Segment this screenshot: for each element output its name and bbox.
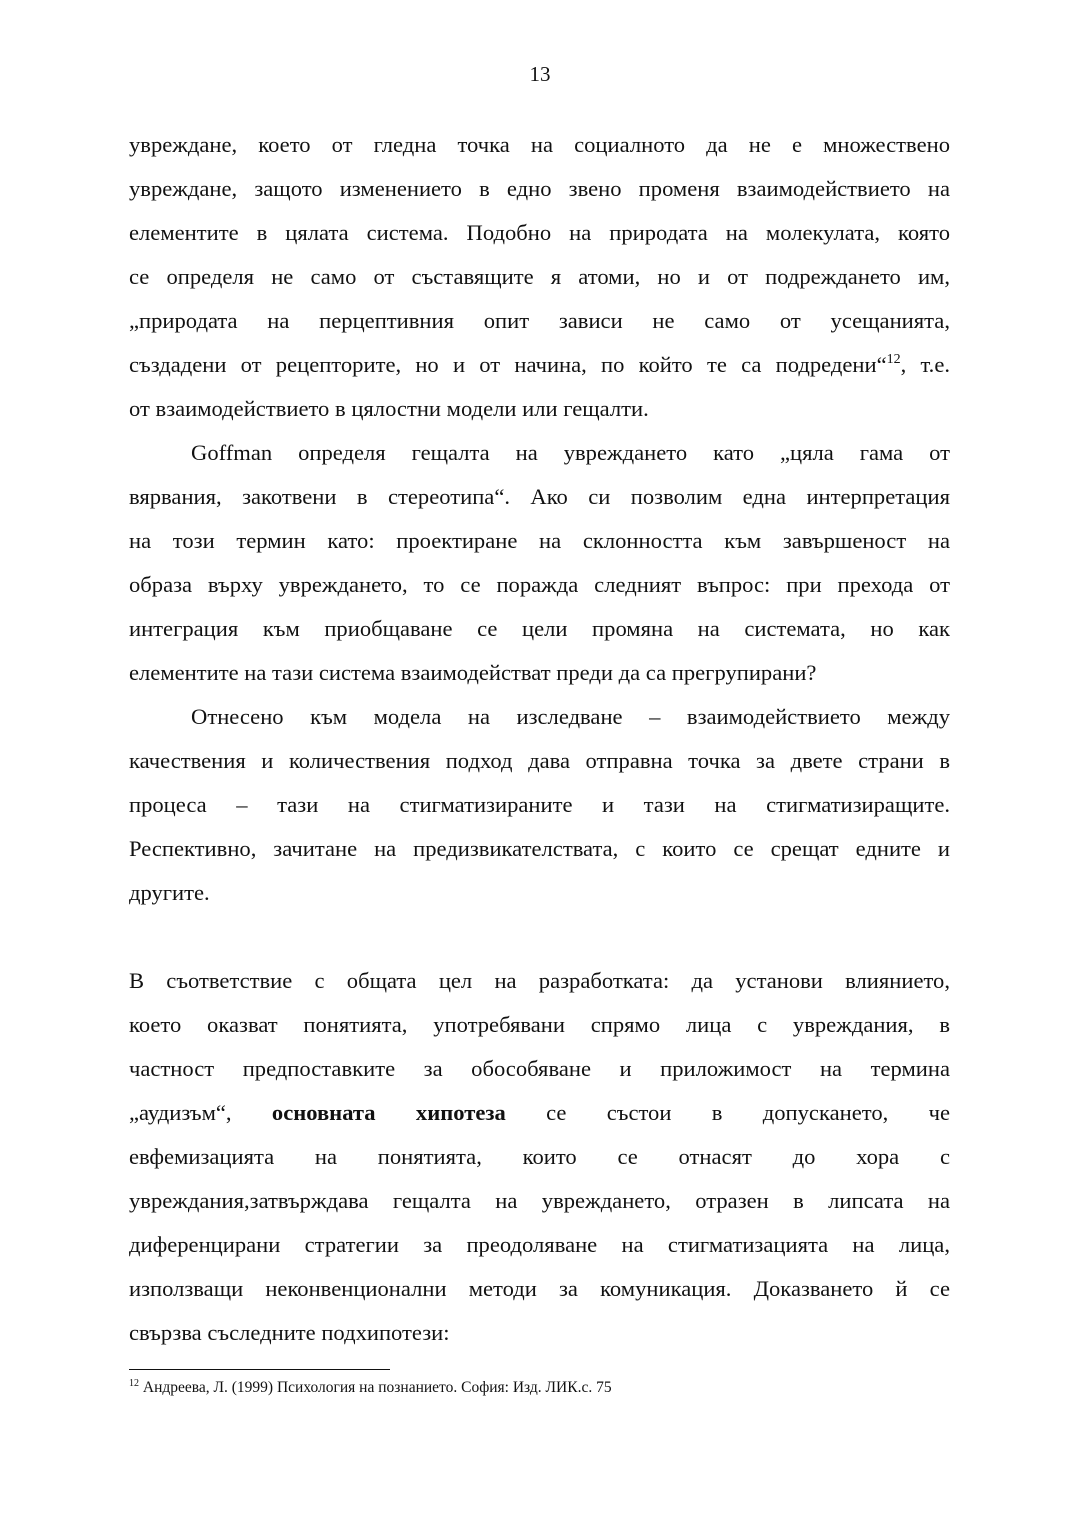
text-line: използващи неконвенционални методи за комуникация. Доказването й се — [129, 1276, 950, 1301]
text-line-with-footnote-ref — [129, 343, 950, 387]
footnote-separator — [129, 1369, 390, 1370]
text-continuation: се състои в допускането, че — [546, 1100, 950, 1125]
text-line: увреждане, защото изменението в едно звено променя взаимодействието на — [129, 176, 950, 201]
text-line: Респективно, зачитане на предизвикателствата, с които се срещат едните и — [129, 836, 950, 861]
text-line: елементите в цялата система. Подобно на природата на молекулата, която — [129, 220, 950, 245]
text-line: процеса – тази на стигматизираните и тази на стигматизиращите. — [129, 792, 950, 817]
text-line: Goffman определя гещалта на увреждането като „цяла гама от — [191, 440, 950, 465]
text-line: другите. — [129, 880, 210, 905]
text-line: елементите на тази система взаимодействат преди да са прегрупирани? — [129, 660, 817, 685]
text-line: се определя не само от съставящите я атоми, но и от подреждането им, — [129, 264, 950, 289]
text-line: свързва съследните подхипотези: — [129, 1320, 450, 1345]
footnote-mark: 12 — [129, 1378, 139, 1389]
body-text — [129, 123, 950, 1355]
term-quote: „аудизъм“, — [129, 1100, 232, 1125]
footnote-reference[interactable]: 12 — [886, 352, 901, 367]
text-line: вярвания, закотвени в стереотипа“. Ако си позволим една интерпретация — [129, 484, 950, 509]
text-line: Отнесено към модела на изследване – взаимодействието между — [191, 704, 950, 729]
text-line: частност предпоставките за обособяване и приложимост на термина — [129, 1056, 950, 1081]
text-line: В съответствие с общата цел на разработката: да установи влиянието, — [129, 968, 950, 993]
quote-text: създадени от рецепторите, но и от начина, по който те са подредени“ — [129, 352, 887, 377]
text-line: от взаимодействието в цялостни модели или гещалти. — [129, 396, 649, 421]
text-line: увреждане, което от гледна точка на социалното да не е множествено — [129, 132, 950, 157]
text-line: на този термин като: проектиране на склонността към завършеност на — [129, 528, 950, 553]
text-line: увреждания,затвърждава гещалта на увреждането, отразен в липсата на — [129, 1188, 950, 1213]
text-line-with-bold — [129, 1091, 950, 1135]
text-after-reference: , т.е. — [900, 352, 950, 377]
text-line: „природата на перцептивния опит зависи не само от усещанията, — [129, 308, 950, 333]
footnote — [129, 1378, 950, 1398]
page-number: 13 — [529, 62, 551, 86]
footnote-text: Андреева, Л. (1999) Психология на познанието. София: Изд. ЛИК.с. 75 — [142, 1379, 612, 1396]
text-line: интеграция към приобщаване се цели промяна на системата, но как — [129, 616, 950, 641]
main-hypothesis-label: основната хипотеза — [271, 1100, 506, 1125]
paragraph-gap — [129, 915, 950, 959]
text-line: което оказват понятията, употребявани спрямо лица с увреждания, в — [129, 1012, 950, 1037]
text-line: образа върху увреждането, то се поражда следният въпрос: при прехода от — [129, 572, 950, 597]
text-line: диференцирани стратегии за преодоляване на стигматизацията на лица, — [129, 1232, 950, 1257]
text-line: качествения и количествения подход дава отправна точка за двете страни в — [129, 748, 950, 773]
text-line: евфемизацията на понятията, които се отнасят до хора с — [129, 1144, 950, 1169]
